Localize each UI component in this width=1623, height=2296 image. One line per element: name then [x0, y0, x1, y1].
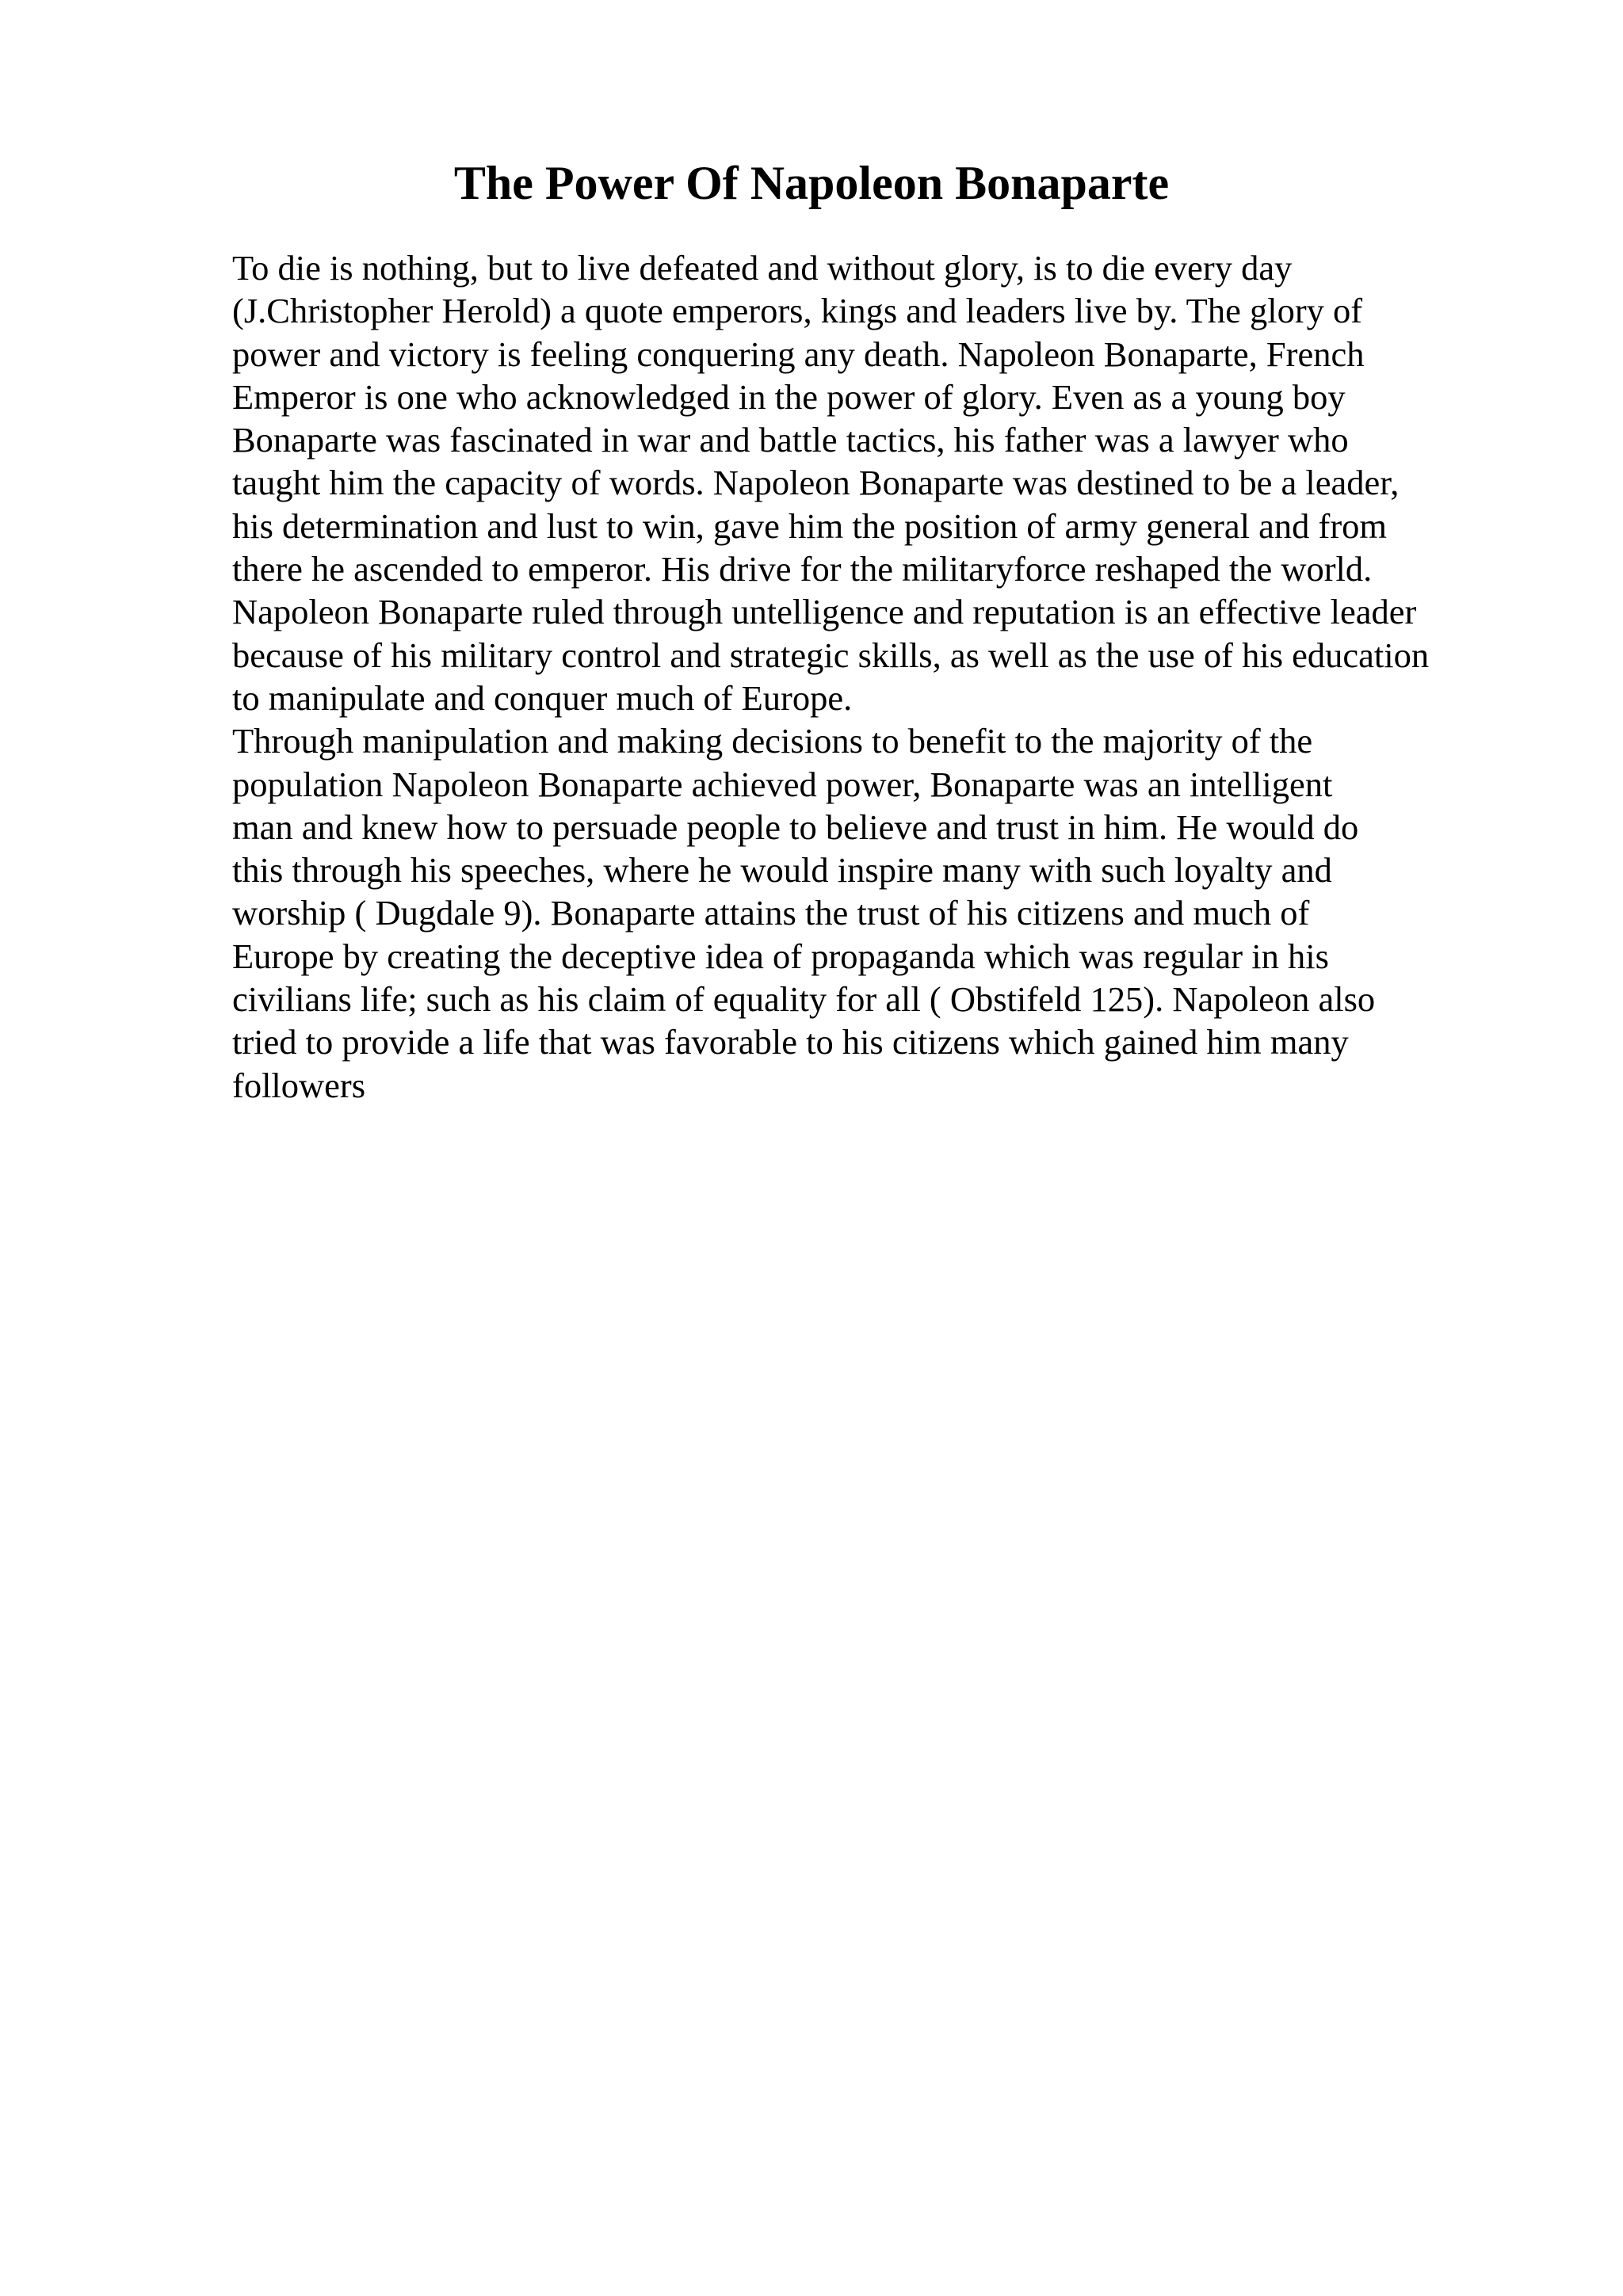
text-line: Napoleon Bonaparte ruled through untelligence and reputation is an effective leader — [232, 592, 1417, 632]
text-line: Bonaparte was fascinated in war and battle tactics, his father was a lawyer who — [232, 420, 1349, 460]
text-line: civilians life; such as his claim of equality for all ( Obstifeld 125). Napoleon also — [232, 979, 1376, 1020]
text-line: Emperor is one who acknowledged in the power of glory. Even as a young boy — [232, 376, 1346, 417]
text-line: Through manipulation and making decisions to benefit to the majority of the — [232, 721, 1313, 761]
text-line: this through his speeches, where he would inspire many with such loyalty and — [232, 850, 1332, 891]
text-line: his determination and lust to win, gave him the position of army general and from — [232, 505, 1388, 546]
text-line: followers — [232, 1065, 366, 1105]
text-line: power and victory is feeling conquering any death. Napoleon Bonaparte, French — [232, 334, 1365, 374]
text-line: because of his military control and strategic skills, as well as the use of his education — [232, 635, 1430, 675]
text-line: taught him the capacity of words. Napoleon Bonaparte was destined to be a leader, — [232, 463, 1400, 503]
paragraph-2 — [232, 719, 1532, 1107]
paragraph-1 — [232, 246, 1532, 719]
text-line: there he ascended to emperor. His drive for the militaryforce reshaped the world. — [232, 549, 1373, 589]
text-line: (J.Christopher Herold) a quote emperors, kings and leaders live by. The glory of — [232, 291, 1363, 331]
text-line: worship ( Dugdale 9). Bonaparte attains the trust of his citizens and much of — [232, 893, 1310, 933]
text-line: Europe by creating the deceptive idea of propaganda which was regular in his — [232, 936, 1329, 976]
document-body — [232, 246, 1532, 1107]
document-title: The Power Of Napoleon Bonaparte — [453, 157, 1170, 209]
text-line: population Napoleon Bonaparte achieved power, Bonaparte was an intelligent — [232, 764, 1333, 804]
text-line: To die is nothing, but to live defeated and without glory, is to die every day — [232, 248, 1293, 288]
text-line: tried to provide a life that was favorable to his citizens which gained him many — [232, 1022, 1349, 1062]
text-line: man and knew how to persuade people to believe and trust in him. He would do — [232, 807, 1359, 847]
text-line: to manipulate and conquer much of Europe. — [232, 677, 853, 718]
